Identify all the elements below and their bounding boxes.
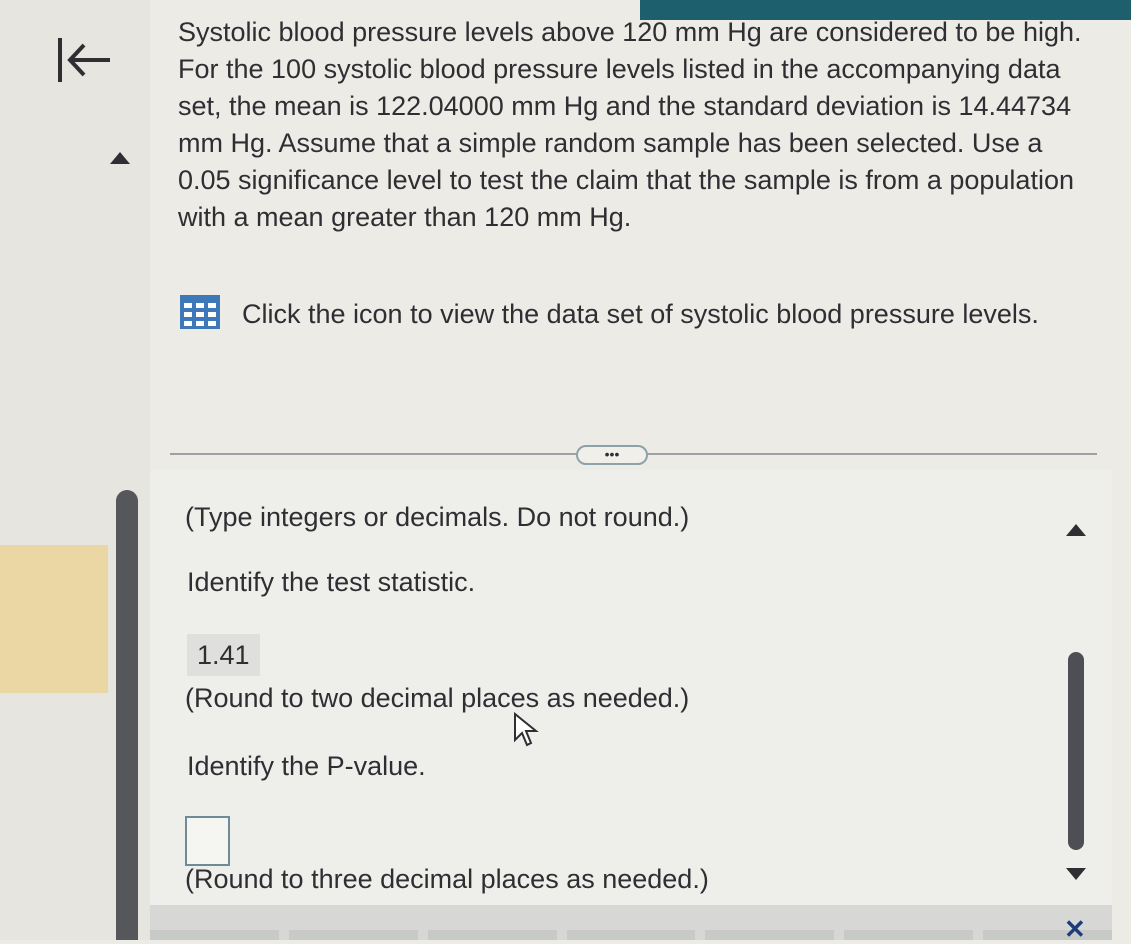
close-icon[interactable]: ✕	[1064, 914, 1086, 944]
bottom-tab[interactable]	[844, 930, 973, 940]
bottom-tab[interactable]	[150, 930, 279, 940]
test-statistic-prompt: Identify the test statistic.	[187, 567, 476, 597]
bottom-tab[interactable]	[567, 930, 696, 940]
expand-more-button[interactable]: •••	[576, 445, 648, 465]
data-set-link-text[interactable]: Click the icon to view the data set of systolic blood pressure levels.	[242, 299, 1039, 329]
bottom-tab[interactable]	[428, 930, 557, 940]
scroll-up-arrow-icon[interactable]	[110, 152, 130, 164]
answer-scroll-up-arrow-icon[interactable]	[1066, 524, 1086, 536]
left-panel-scrollbar[interactable]	[116, 490, 138, 940]
question-text: Systolic blood pressure levels above 120 mm Hg are considered to be high. For the 100 systolic blood pressure levels listed in the accompanying data set, the mean is 122.04000 mm Hg and the standard deviation is 14.44734 mm Hg. Assume that a simple random sample has been selected. Use a 0.05 significance level to test the claim that the sample is from a population with a mean greater than 120 mm Hg.	[178, 17, 1082, 232]
answer-instruction: (Type integers or decimals. Do not round.)	[185, 502, 690, 532]
back-arrow-icon	[52, 30, 116, 90]
test-statistic-input[interactable]: 1.41	[187, 634, 260, 676]
data-set-link[interactable]	[180, 292, 1040, 336]
pvalue-input[interactable]	[185, 816, 230, 866]
back-button[interactable]	[52, 30, 116, 90]
pvalue-hint: (Round to three decimal places as needed.)	[185, 864, 709, 894]
answer-scrollbar-thumb[interactable]	[1068, 652, 1084, 850]
test-statistic-hint: (Round to two decimal places as needed.)	[185, 683, 690, 713]
bottom-tab[interactable]	[705, 930, 834, 940]
bottom-tabs	[150, 930, 1112, 940]
bottom-tab[interactable]	[289, 930, 418, 940]
left-highlight-tab	[0, 545, 108, 693]
mouse-pointer-icon	[512, 712, 540, 748]
bottom-tab[interactable]	[983, 930, 1112, 940]
data-table-icon[interactable]	[180, 295, 220, 329]
answer-scroll-down-arrow-icon[interactable]	[1066, 868, 1086, 880]
pvalue-prompt: Identify the P-value.	[187, 751, 426, 781]
